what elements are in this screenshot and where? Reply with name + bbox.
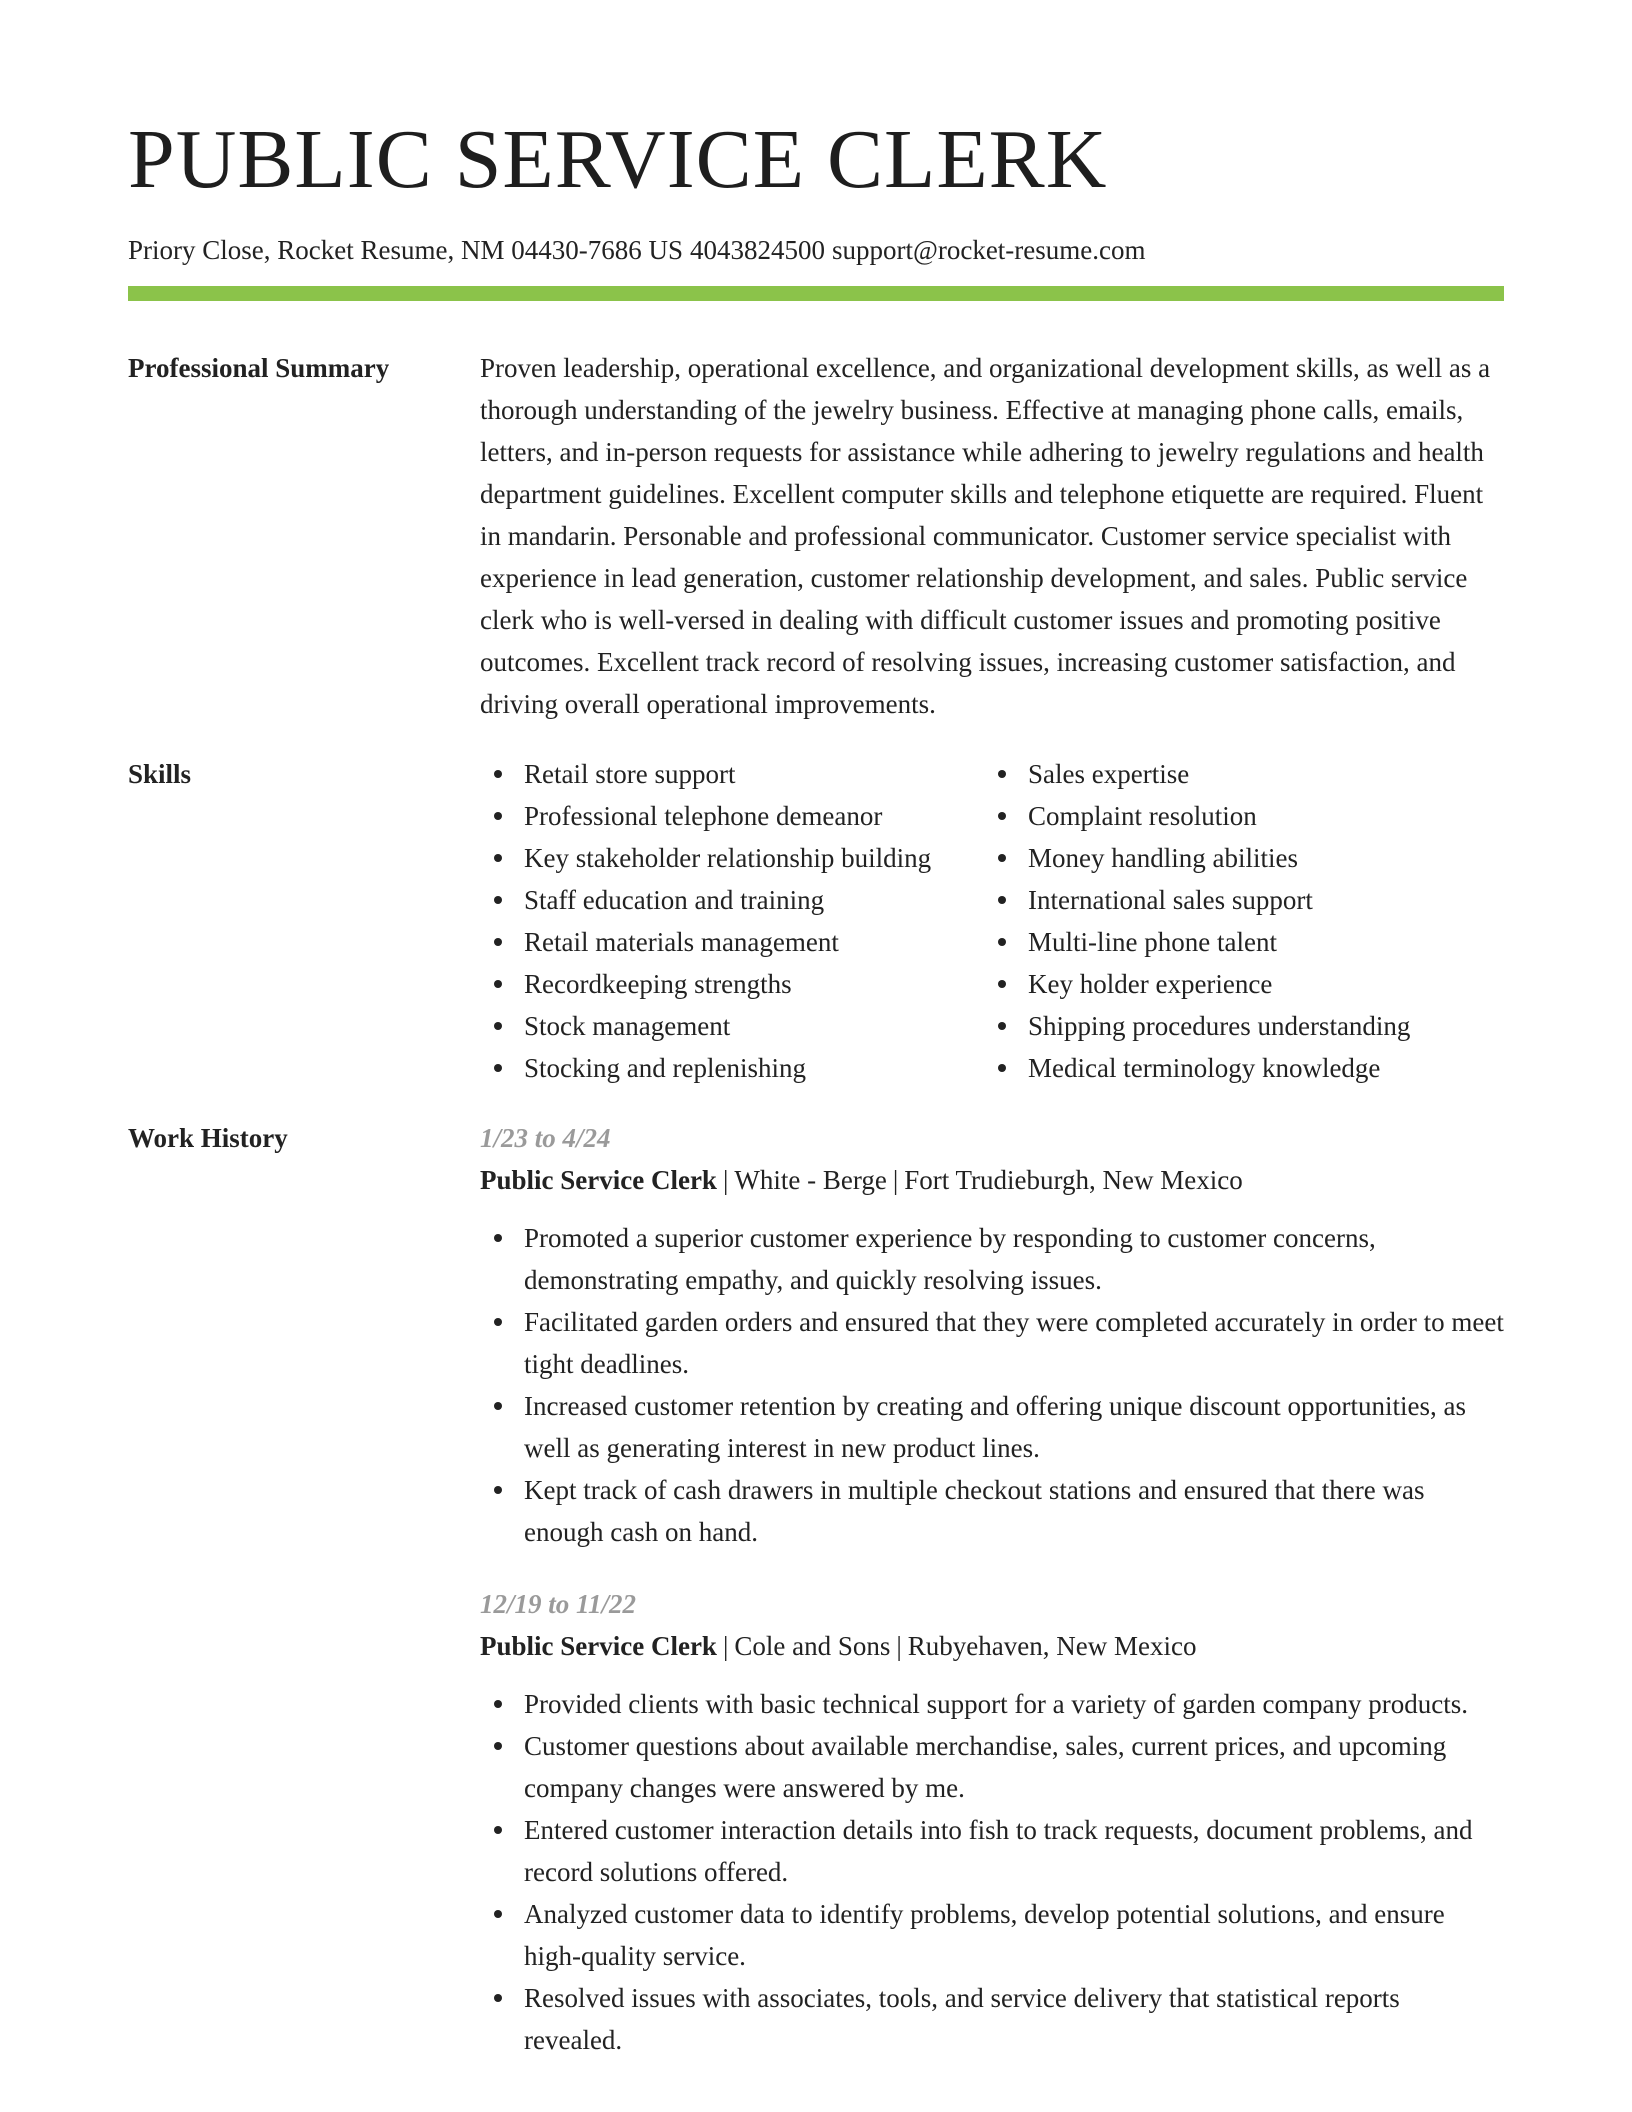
skill-item: Shipping procedures understanding [984, 1005, 1488, 1047]
skill-item: Sales expertise [984, 753, 1488, 795]
job-dates: 1/23 to 4/24 [480, 1123, 611, 1153]
job-title: Public Service Clerk [480, 1165, 717, 1195]
summary-text: Proven leadership, operational excellence, and organizational development skills, as well as a thorough understanding of the jewelry business. Effective at managing phone calls, emails, letters, and in-person requests for assistance while adhering to jewelry regulations and health department guidelines. Excellent computer skills and telephone etiquette are required. Fluent in mandarin. Personable and professional communicator. Customer service specialist with experience in lead generation, customer relationship development, and sales. Public service clerk who is well-versed in dealing with difficult customer issues and promoting positive outcomes. Excellent track record of resolving issues, increasing customer satisfaction, and driving overall operational improvements. [480, 353, 1491, 719]
job-title: Public Service Clerk [480, 1631, 717, 1661]
skill-item: Medical terminology knowledge [984, 1047, 1488, 1089]
job-title-line [480, 1159, 1504, 1201]
skills-body [480, 753, 1504, 1089]
separator: | [722, 1631, 729, 1661]
separator: | [892, 1165, 899, 1195]
header-divider [128, 286, 1504, 301]
skill-item: Stock management [480, 1005, 984, 1047]
skill-item: Professional telephone demeanor [480, 795, 984, 837]
work-history-body [480, 1117, 1504, 2091]
summary-heading: Professional Summary [128, 353, 390, 383]
job-location: Fort Trudieburgh, New Mexico [904, 1165, 1243, 1195]
job-bullet: Provided clients with basic technical support for a variety of garden company products. [480, 1683, 1504, 1725]
separator: | [896, 1631, 902, 1661]
skill-item: Money handling abilities [984, 837, 1488, 879]
job-bullet: Entered customer interaction details into fish to track requests, document problems, and record solutions offered. [480, 1809, 1504, 1893]
job-title-line [480, 1625, 1504, 1667]
job-entry [480, 1583, 1504, 2061]
skill-item: Retail materials management [480, 921, 984, 963]
skill-item: Key holder experience [984, 963, 1488, 1005]
job-bullet: Resolved issues with associates, tools, and service delivery that statistical reports revealed. [480, 1977, 1504, 2061]
job-bullet: Promoted a superior customer experience by responding to customer concerns, demonstrating empathy, and quickly resolving issues. [480, 1217, 1504, 1301]
job-bullet: Facilitated garden orders and ensured that they were completed accurately in order to meet tight deadlines. [480, 1301, 1504, 1385]
job-company: Cole and Sons [734, 1631, 891, 1661]
contact-phone: 4043824500 [689, 235, 825, 265]
skill-item: Retail store support [480, 753, 984, 795]
job-bullets [480, 1217, 1504, 1553]
job-bullet: Increased customer retention by creating and offering unique discount opportunities, as well as generating interest in new product lines. [480, 1385, 1504, 1469]
separator: | [722, 1165, 729, 1195]
job-company: White - Berge [734, 1165, 887, 1195]
skill-item: Complaint resolution [984, 795, 1488, 837]
skill-item: Recordkeeping strengths [480, 963, 984, 1005]
skill-item: Multi-line phone talent [984, 921, 1488, 963]
skill-item: Key stakeholder relationship building [480, 837, 984, 879]
work-history-heading: Work History [128, 1123, 288, 1153]
skills-list-right [984, 753, 1488, 1089]
skills-columns [480, 753, 1504, 1089]
contact-email: support@rocket-resume.com [831, 235, 1146, 265]
job-bullet: Customer questions about available merchandise, sales, current prices, and upcoming company changes were answered by me. [480, 1725, 1504, 1809]
contact-line [128, 232, 1146, 268]
page-title: PUBLIC SERVICE CLERK [128, 113, 1108, 206]
skill-item: Staff education and training [480, 879, 984, 921]
summary-body [480, 347, 1504, 725]
skill-item: Stocking and replenishing [480, 1047, 984, 1089]
skill-item: International sales support [984, 879, 1488, 921]
job-bullet: Analyzed customer data to identify problems, develop potential solutions, and ensure high-quality service. [480, 1893, 1504, 1977]
job-location: Rubyehaven, New Mexico [907, 1631, 1197, 1661]
skills-heading: Skills [128, 759, 192, 789]
job-entry [480, 1117, 1504, 1553]
contact-address: Priory Close, Rocket Resume, NM 04430-7686 US [128, 235, 683, 265]
job-bullets [480, 1683, 1504, 2061]
job-dates: 12/19 to 11/22 [480, 1589, 637, 1619]
skills-list-left [480, 753, 984, 1089]
job-bullet: Kept track of cash drawers in multiple checkout stations and ensured that there was enough cash on hand. [480, 1469, 1504, 1553]
